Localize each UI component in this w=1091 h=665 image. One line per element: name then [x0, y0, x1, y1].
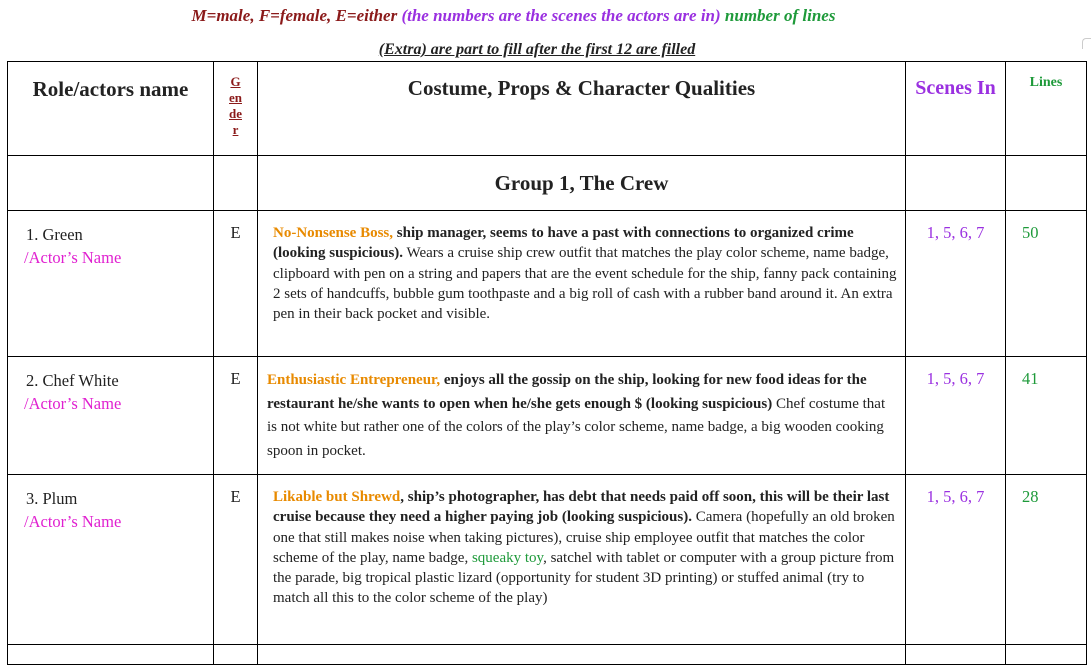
table-row [8, 211, 1087, 357]
lines-cell: 50 [1006, 211, 1087, 357]
bold-description: , ship’s photographer, has debt that needs paid off soon, this will be their last cruise because they need a higher paying job (looking suspicious). [273, 489, 890, 526]
scenes-cell: 1, 5, 6, 7 [906, 211, 1006, 357]
legend-gender-key: M=male, F=female, E=either [191, 6, 398, 25]
bold-description: enjoys all the gossip on the ship, looking for new food ideas for the restaurant he/she wants to open when he/she gets enough $ (looking suspicious) [267, 372, 867, 412]
group-empty-cell [906, 156, 1006, 211]
table-row [8, 357, 1087, 475]
role-name: 3. Plum [26, 489, 78, 508]
legend-lines-key: number of lines [724, 6, 836, 25]
description-cell [258, 211, 906, 357]
plain-description: Wears a cruise ship crew outfit that matches the play color scheme, name badge, clipboard with pen on a string and papers that are the event schedule for the ship, fanny pack containing 2 sets of handcuffs, bubble gum toothpaste and a big roll of cash with a rubber band around it. An extra pen in their back pocket and visible. [273, 245, 897, 323]
header-gender-letter: de [229, 106, 242, 121]
plain-description: , satchel with tablet or computer with a group picture from the parade, big tropical plastic lizard (opportunity for student 3D printing) or stuffed animal (try to match all this to the color scheme of the play) [273, 549, 895, 607]
description-cell [258, 475, 906, 645]
header-costume: Costume, Props & Character Qualities [258, 62, 906, 156]
header-lines: Lines [1006, 62, 1087, 156]
empty-cell [906, 645, 1006, 665]
plain-description: Camera (hopefully an old broken one that still makes noise when taking pictures), cruise ship employee outfit that matches the color scheme of the play, name badge, [273, 509, 895, 566]
header-gender-letter: r [232, 122, 239, 137]
highlighted-prop: squeaky toy [471, 549, 544, 566]
gender-cell: E [214, 357, 258, 475]
gender-cell: E [214, 211, 258, 357]
scenes-cell: 1, 5, 6, 7 [906, 357, 1006, 475]
group-empty-cell [1006, 156, 1087, 211]
character-trait: No-Nonsense Boss, [273, 225, 394, 241]
legend [0, 6, 1027, 26]
subtitle [0, 41, 1074, 59]
role-name: 1. Green [26, 225, 83, 244]
group-title: Group 1, The Crew [258, 156, 906, 211]
role-cell [8, 211, 214, 357]
header-gender-letter: G [230, 74, 241, 89]
actor-name: /Actor’s Name [24, 394, 122, 413]
scenes-cell: 1, 5, 6, 7 [906, 475, 1006, 645]
scrollbar-edge[interactable] [1082, 38, 1091, 49]
header-role: Role/actors name [8, 62, 214, 156]
empty-cell [214, 645, 258, 665]
role-cell [8, 357, 214, 475]
role-name: 2. Chef White [26, 371, 119, 390]
actor-name: /Actor’s Name [24, 512, 122, 531]
group-row [8, 156, 1087, 211]
character-trait: Likable but Shrewd [273, 489, 401, 505]
header-scenes: Scenes In [906, 62, 1006, 156]
empty-cell [258, 645, 906, 665]
bold-description: ship manager, seems to have a past with connections to organized crime (looking suspicious). [273, 225, 854, 262]
header-row [8, 62, 1087, 156]
plain-description: Chef costume that is not white but rather one of the colors of the play’s color scheme, name badge, a big wooden cooking spoon in pocket. [267, 395, 886, 459]
actor-name: /Actor’s Name [24, 248, 122, 267]
header-gender-letter: en [229, 90, 242, 105]
group-empty-cell [8, 156, 214, 211]
lines-cell: 28 [1006, 475, 1087, 645]
character-trait: Enthusiastic Entrepreneur, [267, 372, 441, 388]
description-cell [258, 357, 906, 475]
group-empty-cell [214, 156, 258, 211]
table-row [8, 475, 1087, 645]
role-cell [8, 475, 214, 645]
empty-cell [8, 645, 214, 665]
table-row [8, 645, 1087, 665]
cast-table [7, 61, 1087, 665]
lines-cell: 41 [1006, 357, 1087, 475]
subtitle-text: (Extra) are part to fill after the first 12 are filled [378, 41, 696, 58]
header-gender [214, 62, 258, 156]
legend-scenes-key: (the numbers are the scenes the actors are in) [401, 6, 721, 25]
gender-cell: E [214, 475, 258, 645]
empty-cell [1006, 645, 1087, 665]
